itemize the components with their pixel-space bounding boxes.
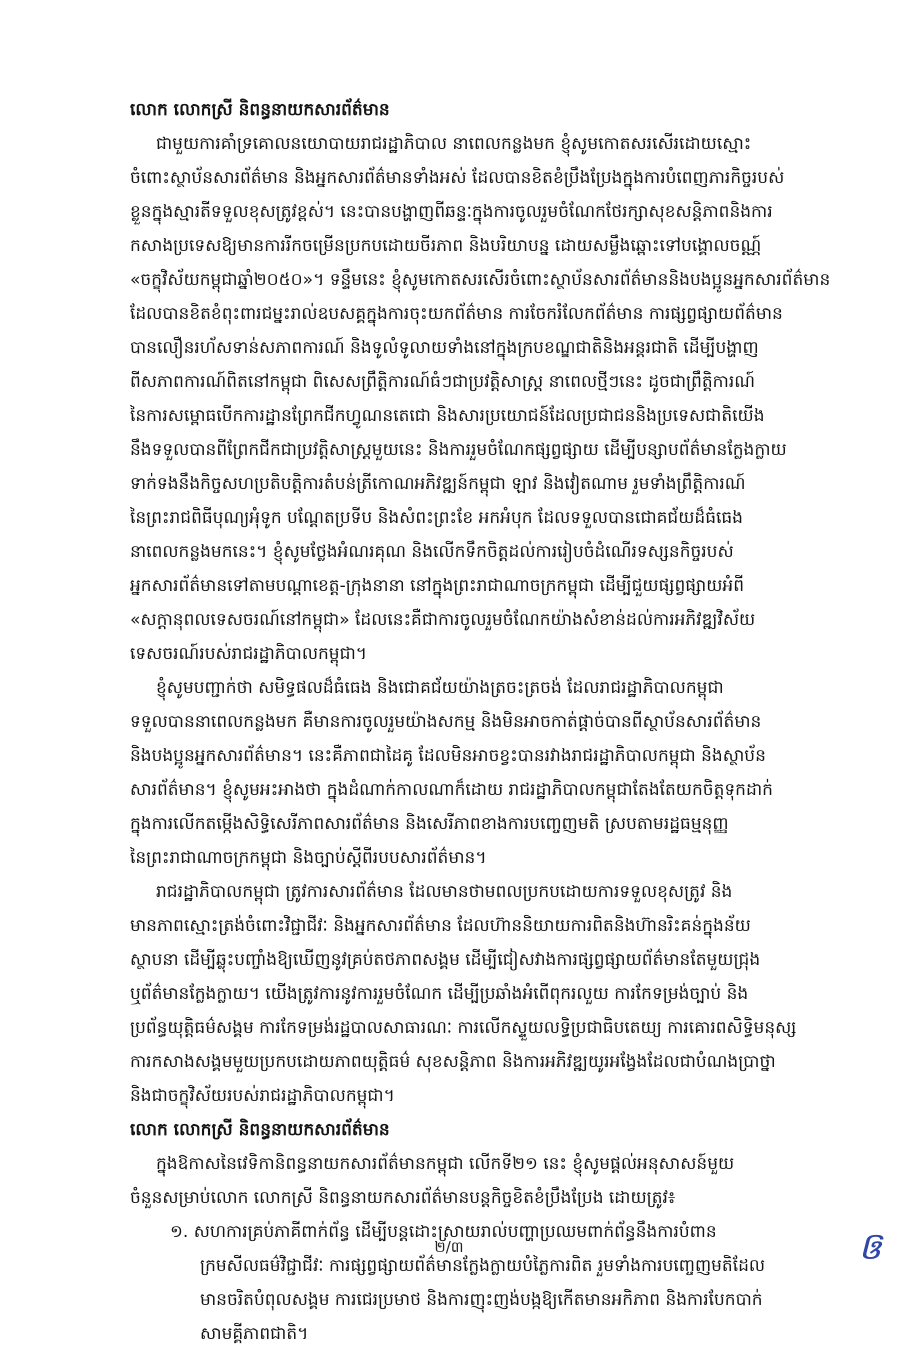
text-line: ក្នុងឱកាសនៃវេទិកានិពន្ធនាយកសារព័ត៌មានកម្ពុជា លើកទី២១ នេះ ខ្ញុំសូមផ្តល់អនុសាសន៍មួយ <box>156 1154 735 1174</box>
text-line: ក្រមសីលធម៌វិជ្ជាជីវៈ ការផ្សព្វផ្សាយព័ត៌មានក្លែងក្លាយបំភ្លៃការពិត រួមទាំងការបញ្ចេញមតិដែល <box>200 1256 766 1276</box>
list-number: ១. <box>170 1222 189 1242</box>
text-line: និងបងប្អូនអ្នកសារព័ត៌មាន។ នេះគឺភាពជាដៃគូ ដែលមិនអាចខ្វះបានរវាងរាជរដ្ឋាភិបាលកម្ពុជា និងស្ថាប័ន <box>130 746 766 766</box>
text-line: នឹងទទួលបានពីព្រែកជីកជាប្រវត្តិសាស្ត្រមួយនេះ និងការរួមចំណែកផ្សព្វផ្សាយ ដើម្បីបន្សាបព័ត៌មានក្លែងក្លាយ <box>130 440 787 460</box>
text-line: ទទួលបាននាពេលកន្លងមក គឺមានការចូលរួមយ៉ាងសកម្ម និងមិនអាចកាត់ផ្តាច់បានពីស្ថាប័នសារព័ត៌មាន <box>130 712 762 732</box>
text-line: អ្នកសារព័ត៌មានទៅតាមបណ្តាខេត្ត-ក្រុងនានា នៅក្នុងព្រះរាជាណាចក្រកម្ពុជា ដើម្បីជួយផ្សព្វផ្សាយអំពី <box>130 576 745 596</box>
text-line: នៃការសម្ពោធបើកការដ្ឋានព្រែកជីកហ្វូណនតេជោ និងសារប្រយោជន៍ដែលប្រជាជននិងប្រទេសជាតិយើង <box>130 406 765 426</box>
text-line: មានចរិតបំពុលសង្គម ការជេរប្រមាថ និងការញុះញង់បង្កឱ្យកើតមានអកិភាព និងការបែកបាក់ <box>200 1290 763 1310</box>
paragraph-1 <box>130 127 830 671</box>
handwritten-initial: ឲ <box>858 1224 883 1268</box>
text-line: ស្ថាបនា ដើម្បីឆ្លុះបញ្ចាំងឱ្យឃើញនូវគ្រប់តថភាពសង្គម ដើម្បីជៀសវាងការផ្សព្វផ្សាយព័ត៌មានតែមួយជ្រុង <box>130 950 761 970</box>
text-line: ចំពោះស្ថាប័នសារព័ត៌មាន និងអ្នកសារព័ត៌មានទាំងអស់ ដែលបានខិតខំប្រឹងប្រែងក្នុងការបំពេញភារកិច្ចរបស់ <box>130 168 785 188</box>
text-line: ការកសាងសង្គមមួយប្រកបដោយភាពយុត្តិធម៌ សុខសន្តិភាព និងការអភិវឌ្ឍយូរអង្វែងដែលជាបំណងប្រាថ្នា <box>130 1052 776 1072</box>
text-line: ខ្ញុំសូមបញ្ជាក់ថា សមិទ្ធផលដ៏ធំធេង និងជោគជ័យយ៉ាងត្រចះត្រចង់ ដែលរាជរដ្ឋាភិបាលកម្ពុជា <box>156 678 724 698</box>
text-line: ខ្លួនក្នុងស្មារតីទទួលខុសត្រូវខ្ពស់។ នេះបានបង្ហាញពីឆន្ទៈក្នុងការចូលរួមចំណែកថែរក្សាសុខសន្តិភាពនិងការ <box>130 202 773 222</box>
paragraph-4 <box>130 1147 830 1215</box>
text-line: ដែលបានខិតខំពុះពារជម្នះរាល់ឧបសគ្គក្នុងការចុះយកព័ត៌មាន ការចែករំលែកព័ត៌មាន ការផ្សព្វផ្សាយព័ត៌មាន <box>130 304 783 324</box>
text-line: ទេសចរណ៍របស់រាជរដ្ឋាភិបាលកម្ពុជា។ <box>130 644 367 664</box>
text-line: ជាមួយការគាំទ្រគោលនយោបាយរាជរដ្ឋាភិបាល នាពេលកន្លងមក ខ្ញុំសូមកោតសរសើរដោយស្មោះ <box>156 134 752 154</box>
list-text: សហការគ្រប់ភាគីពាក់ព័ន្ធ ដើម្បីបន្តដោះស្រាយរាល់បញ្ហាប្រឈមពាក់ព័ន្ធនឹងការបំពាន <box>193 1222 717 1242</box>
section-heading: លោក លោកស្រី និពន្ធនាយកសារព័ត៌មាន <box>130 100 390 120</box>
text-line: មានភាពស្មោះត្រង់ចំពោះវិជ្ជាជីវៈ និងអ្នកសារព័ត៌មាន ដែលហ៊ាននិយាយការពិតនិងហ៊ានរិះគន់ក្នុងន័យ <box>130 916 751 936</box>
text-line: ឬព័ត៌មានក្លែងក្លាយ។ យើងត្រូវការនូវការរួមចំណែក ដើម្បីប្រឆាំងអំពើពុករលួយ ការកែទម្រង់ច្បាប់ និង <box>130 984 749 1004</box>
text-line: រាជរដ្ឋាភិបាលកម្ពុជា ត្រូវការសារព័ត៌មាន ដែលមានថាមពលប្រកបដោយការទទួលខុសត្រូវ និង <box>156 882 733 902</box>
text-line: សាមគ្គីភាពជាតិ។ <box>200 1324 309 1344</box>
text-line: «ចក្ខុវិស័យកម្ពុជាឆ្នាំ២០៥០»។ ទន្ទឹមនេះ ខ្ញុំសូមកោតសរសើរចំពោះស្ថាប័នសារព័ត៌មាននិងបងប្អូនអ្នកសារព័ត៌មាន <box>130 270 830 290</box>
text-line: សារព័ត៌មាន។ ខ្ញុំសូមអះអាងថា ក្នុងដំណាក់កាលណាក៏ដោយ រាជរដ្ឋាភិបាលកម្ពុជាតែងតែយកចិត្តទុកដាក់ <box>130 780 773 800</box>
paragraph-3 <box>130 875 830 1113</box>
section-heading: លោក លោកស្រី និពន្ធនាយកសារព័ត៌មាន <box>130 1120 390 1140</box>
paragraph-2 <box>130 671 830 875</box>
letter-body <box>130 93 830 1351</box>
text-line: និងជាចក្ខុវិស័យរបស់រាជរដ្ឋាភិបាលកម្ពុជា។ <box>130 1086 395 1106</box>
text-line: ពីសភាពការណ៍ពិតនៅកម្ពុជា ពិសេសព្រឹត្តិការណ៍ធំៗជាប្រវត្តិសាស្ត្រ នាពេលថ្មីៗនេះ ដូចជាព្រឹត្តិការណ៍ <box>130 372 755 392</box>
text-line: ទាក់ទងនឹងកិច្ចសហប្រតិបត្តិការតំបន់ត្រីកោណអភិវឌ្ឍន៍កម្ពុជា ឡាវ និងវៀតណាម រួមទាំងព្រឹត្តិការណ៍ <box>130 474 746 494</box>
text-line: បានលឿនរហ័សទាន់សភាពការណ៍ និងទូលំទូលាយទាំងនៅក្នុងក្របខណ្ឌជាតិនិងអន្តរជាតិ ដើម្បីបង្ហាញ <box>130 338 759 358</box>
recommendation-list-item <box>130 1215 830 1351</box>
text-line: ក្នុងការលើកតម្កើងសិទ្ធិសេរីភាពសារព័ត៌មាន និងសេរីភាពខាងការបញ្ចេញមតិ ស្របតាមរដ្ឋធម្មនុញ្ញ <box>130 814 729 834</box>
text-line: នាពេលកន្លងមកនេះ។ ខ្ញុំសូមថ្លែងអំណរគុណ និងលើកទឹកចិត្តដល់ការរៀបចំដំណើរទស្សនកិច្ចរបស់ <box>130 542 734 562</box>
text-line: កសាងប្រទេសឱ្យមានការរីកចម្រើនប្រកបដោយចីរភាព និងបរិយាបន្ន ដោយសម្លឹងឆ្ពោះទៅបង្គោលចណ្ណ៍ <box>130 236 762 256</box>
text-line: ចំនួនសម្រាប់លោក លោកស្រី និពន្ធនាយកសារព័ត៌មានបន្តកិច្ចខិតខំប្រឹងប្រែង ដោយត្រូវ៖ <box>130 1188 676 1208</box>
text-line: នៃព្រះរាជាណាចក្រកម្ពុជា និងច្បាប់ស្តីពីរបបសារព័ត៌មាន។ <box>130 848 487 868</box>
page-number: ២/៣ <box>434 1238 464 1256</box>
text-line: នៃព្រះរាជពិធីបុណ្យអុំទូក បណ្តែតប្រទីប និងសំពះព្រះខែ អកអំបុក ដែលទទួលបានជោគជ័យដ៏ធំធេង <box>130 508 743 528</box>
text-line: «សក្តានុពលទេសចរណ៍នៅកម្ពុជា» ដែលនេះគឺជាការចូលរួមចំណែកយ៉ាងសំខាន់ដល់ការអភិវឌ្ឍវិស័យ <box>130 610 756 630</box>
text-line: ប្រព័ន្ធយុត្តិធម៌សង្គម ការកែទម្រង់រដ្ឋបាលសាធារណៈ ការលើកស្ទួយលទ្ធិប្រជាធិបតេយ្យ ការគោរពសិទ្ធិមនុស្ស <box>130 1018 797 1038</box>
